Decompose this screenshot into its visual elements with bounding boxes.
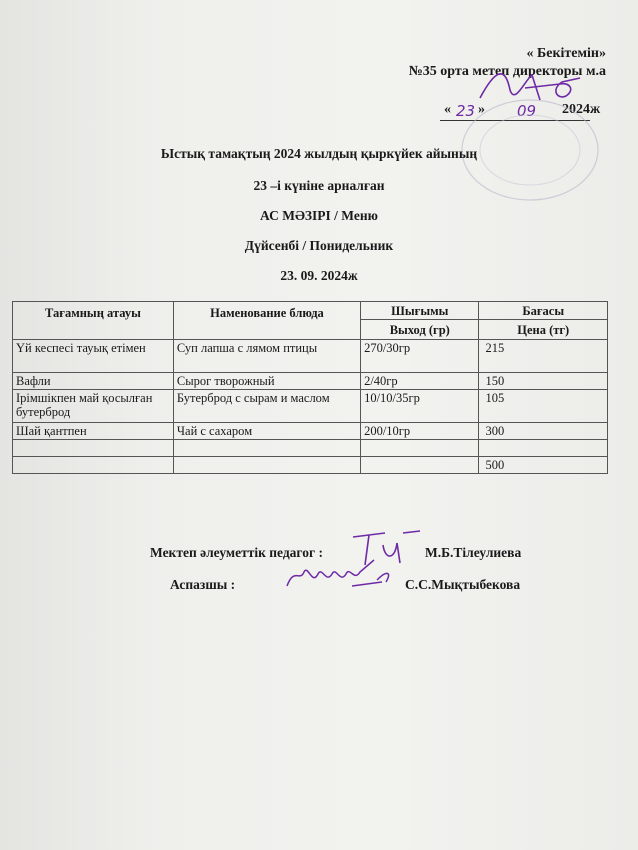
cell-name-ru: Суп лапша с лямом птицы (173, 340, 360, 373)
table-row (13, 373, 608, 390)
cell-yield: 2/40гр (361, 373, 479, 390)
cell-name-ru: Чай с сахаром (173, 423, 360, 440)
cell-price: 215 (479, 340, 608, 373)
cell-name-ru: Сырог творожный (173, 373, 360, 390)
cell-yield (361, 440, 479, 457)
header-yield-ru: Выход (гр) (361, 320, 479, 340)
date-open-quote: « (444, 102, 451, 117)
cell-yield: 10/10/35гр (361, 390, 479, 423)
cell-name-ru (173, 457, 360, 474)
cell-name-kz: Вафли (13, 373, 174, 390)
table-row (13, 390, 608, 423)
table-total-row (13, 457, 608, 474)
header-price-kz: Бағасы (479, 302, 608, 320)
cook-label: Аспазшы : (170, 577, 236, 592)
pedagog-label: Мектеп әлеуметтік педагог : (150, 545, 323, 560)
cell-price: 150 (479, 373, 608, 390)
cell-name-kz: Ірімшікпен май қосылған бутерброд (13, 390, 174, 423)
cook-name: С.С.Мықтыбекова (405, 577, 521, 592)
menu-title-line3: АС МӘЗІРІ / Меню (260, 208, 378, 223)
cell-name-ru (173, 440, 360, 457)
table-header-row (13, 302, 608, 320)
cell-name-kz (13, 440, 174, 457)
header-name-ru: Наменование блюда (173, 302, 360, 340)
date-close-quote: » (478, 102, 485, 117)
cell-yield: 200/10гр (361, 423, 479, 440)
date-month: 09 (517, 102, 537, 120)
table-row (13, 423, 608, 440)
menu-title-line1: Ыстық тамақтың 2024 жылдың қыркүйек айының (160, 146, 478, 161)
cell-name-kz (13, 457, 174, 474)
cell-name-kz: Шай қантпен (13, 423, 174, 440)
cell-name-kz: Үй кеспесі тауық етімен (13, 340, 174, 373)
cell-yield: 270/30гр (361, 340, 479, 373)
pedagog-name: М.Б.Тілеулиева (425, 545, 522, 560)
cell-yield (361, 457, 479, 474)
menu-table (12, 301, 608, 474)
date-day: 23 (456, 102, 476, 120)
date-year: 2024ж (562, 102, 601, 117)
cell-price (479, 440, 608, 457)
menu-title-line4: Дүйсенбі / Понидельник (244, 238, 394, 253)
cell-total-price: 500 (479, 457, 608, 474)
cook-signature (282, 552, 397, 597)
cell-price: 105 (479, 390, 608, 423)
table-row (13, 340, 608, 373)
cell-name-ru: Бутерброд с сырам и маслом (173, 390, 360, 423)
approval-title: « Бекітемін» (526, 46, 606, 61)
table-row (13, 440, 608, 457)
menu-title-line2: 23 –і күніне арналған (253, 178, 385, 193)
header-yield-kz: Шығымы (361, 302, 479, 320)
cell-price: 300 (479, 423, 608, 440)
header-price-ru: Цена (тг) (479, 320, 608, 340)
menu-date: 23. 09. 2024ж (280, 268, 358, 283)
header-name-kz: Тағамның атауы (13, 302, 174, 340)
approval-director: №35 орта метеп директоры м.а (408, 64, 606, 79)
